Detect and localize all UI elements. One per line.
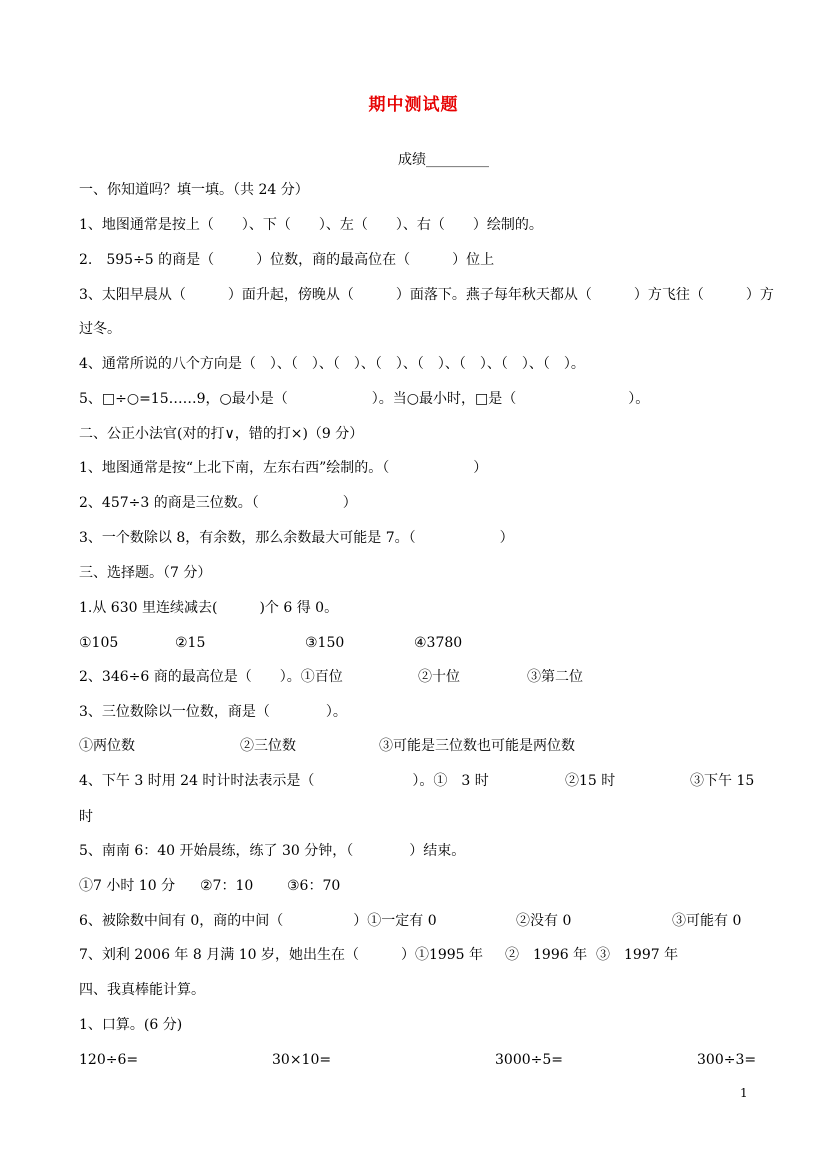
option-3-6-b: ②没有 0 [516, 913, 572, 929]
calc-item-4: 300÷3= [697, 1052, 757, 1068]
option-3-2-b: ②十位 [418, 669, 460, 685]
option-3-1-d: ④3780 [414, 635, 463, 651]
option-3-1-c: ③150 [305, 635, 345, 651]
section-heading-3: 三、选择题。（7 分） [79, 565, 212, 581]
question-3-5: 5、南南 6：40 开始晨练，练了 30 分钟，（ ）结束。 [79, 843, 466, 859]
option-3-5-c: ③6：70 [287, 878, 341, 894]
option-3-4-b: ②15 时 [565, 773, 616, 789]
question-2-1: 1、地图通常是按“上北下南，左东右西”绘制的。（ ） [79, 460, 488, 476]
option-3-4-c: ③下午 15 [690, 773, 755, 789]
section-heading-2: 二、公正小法官(对的打∨，错的打×)（9 分） [79, 426, 364, 442]
calc-item-2: 30×10= [272, 1052, 332, 1068]
option-3-7-c: ③ 1997 年 [596, 947, 679, 963]
option-3-1-a: ①105 [79, 635, 119, 651]
calc-item-1: 120÷6= [79, 1052, 139, 1068]
section-heading-4: 四、我真棒能计算。 [79, 982, 205, 998]
question-3-4: 4、下午 3 时用 24 时计时法表示是（ ）。① 3 时 [79, 773, 489, 789]
question-3-2: 2、346÷6 商的最高位是（ ）。①百位 [79, 669, 343, 685]
question-3-4-cont: 时 [79, 809, 93, 825]
page-number: 1 [740, 1086, 748, 1100]
section-heading-1: 一、你知道吗？填一填。（共 24 分） [79, 182, 309, 198]
option-3-7-b: ② 1996 年 [505, 947, 588, 963]
question-1-5: 5、□÷○=15……9，○最小是（ ）。当○最小时，□是（ ）。 [79, 391, 650, 407]
question-3-6: 6、被除数中间有 0，商的中间（ ）①一定有 0 [79, 913, 437, 929]
option-3-1-b: ②15 [175, 635, 206, 651]
question-1-2: 2. 595÷5 的商是（ ）位数，商的最高位在（ ）位上 [79, 252, 495, 268]
subsection-4-1: 1、口算。(6 分) [79, 1017, 183, 1033]
option-3-3-b: ②三位数 [240, 738, 296, 754]
question-1-1: 1、地图通常是按上（ ）、下（ ）、左（ ）、右（ ）绘制的。 [79, 217, 543, 233]
question-2-3: 3、一个数除以 8，有余数，那么余数最大可能是 7。（ ） [79, 530, 514, 546]
option-3-6-c: ③可能有 0 [672, 913, 742, 929]
question-2-2: 2、457÷3 的商是三位数。（ ） [79, 495, 357, 511]
question-1-3-cont: 过冬。 [79, 321, 121, 337]
option-3-2-c: ③第二位 [527, 669, 583, 685]
page-title: 期中测试题 [368, 95, 459, 115]
question-3-1: 1.从 630 里连续减去( )个 6 得 0。 [79, 600, 339, 616]
option-3-3-c: ③可能是三位数也可能是两位数 [379, 738, 575, 754]
option-3-5-b: ②7：10 [200, 878, 254, 894]
question-1-3: 3、太阳早晨从（ ）面升起，傍晚从（ ）面落下。燕子每年秋天都从（ ）方飞往（ ）方 [79, 287, 774, 303]
calc-item-3: 3000÷5= [495, 1052, 563, 1068]
question-1-4: 4、通常所说的八个方向是（ ）、（ ）、（ ）、（ ）、（ ）、（ ）、（ ）、（ ）。 [79, 356, 585, 372]
option-3-5-a: ①7 小时 10 分 [79, 878, 176, 894]
question-3-7: 7、刘利 2006 年 8 月满 10 岁，她出生在（ ）①1995 年 [79, 947, 484, 963]
question-3-3: 3、三位数除以一位数，商是（ ）。 [79, 704, 347, 720]
option-3-3-a: ①两位数 [79, 738, 135, 754]
score-field: 成绩_________ [398, 152, 489, 168]
